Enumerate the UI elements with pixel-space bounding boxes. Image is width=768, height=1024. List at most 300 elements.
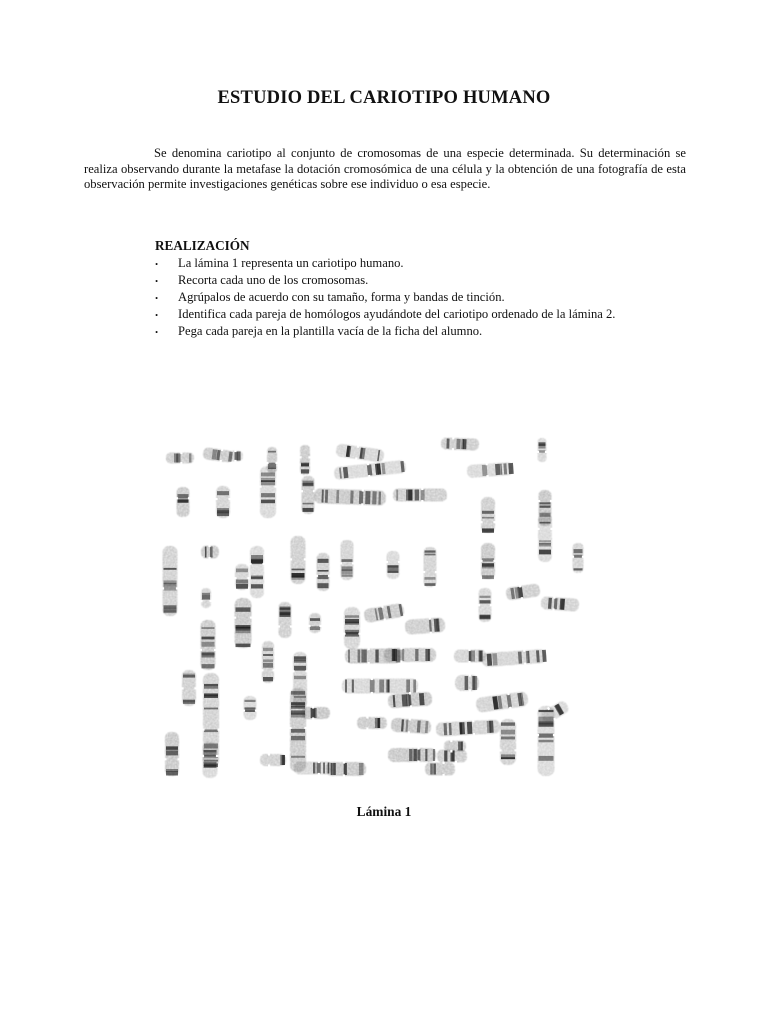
chromosome bbox=[384, 647, 436, 663]
chromosome-band bbox=[325, 490, 328, 503]
chromosome-band bbox=[482, 558, 494, 561]
chromosome-band bbox=[446, 439, 449, 449]
centromere bbox=[275, 462, 278, 464]
chromosome-band bbox=[444, 723, 448, 735]
chromosome-band bbox=[280, 612, 291, 617]
step-item bbox=[155, 323, 715, 340]
intro-paragraph: Se denomina cariotipo al conjunto de cromosomas de una especie determinada. Su determinación se realiza observando durante la metafase la dotación cromosómica de una célula y la obtención de una fotografía de esta observación permite investigaciones genéticas sobre ese individuo o esa especie. bbox=[84, 146, 686, 191]
centromere bbox=[299, 456, 302, 458]
chromosome-band bbox=[202, 637, 215, 640]
chromosome bbox=[200, 620, 217, 670]
chromosome-band bbox=[176, 454, 180, 463]
centromere bbox=[550, 500, 553, 502]
chromosome-band bbox=[540, 502, 551, 504]
centromere bbox=[308, 456, 311, 458]
chromosome bbox=[176, 487, 191, 517]
centromere bbox=[268, 764, 270, 767]
centromere bbox=[234, 617, 237, 619]
centromere bbox=[368, 662, 370, 665]
centromere bbox=[272, 669, 275, 671]
chromosome-band bbox=[301, 463, 309, 466]
chromosome bbox=[482, 648, 547, 668]
chromosome-band bbox=[204, 708, 218, 710]
chromosome-band bbox=[204, 684, 218, 686]
centromere bbox=[493, 521, 496, 523]
step-item bbox=[155, 306, 715, 323]
centromere bbox=[177, 758, 180, 760]
chromosome bbox=[436, 718, 501, 737]
chromosome-band bbox=[291, 729, 305, 733]
chromosome-band bbox=[311, 708, 316, 718]
centromere bbox=[490, 604, 493, 606]
chromosome-band bbox=[292, 575, 305, 578]
bullet-glyph: . bbox=[155, 305, 159, 319]
chromosome-band bbox=[261, 493, 275, 497]
centromere bbox=[486, 475, 488, 478]
chromosome bbox=[423, 547, 438, 587]
chromosome-band bbox=[166, 746, 178, 750]
centromere bbox=[480, 521, 483, 523]
chromosome-band bbox=[358, 650, 361, 663]
step-item bbox=[155, 272, 715, 289]
centromere bbox=[400, 660, 402, 663]
chromosome-band bbox=[204, 750, 217, 752]
chromosome-band bbox=[480, 600, 491, 603]
chromosome-band bbox=[204, 753, 217, 757]
chromosome bbox=[290, 536, 307, 584]
chromosome bbox=[200, 588, 212, 608]
chromosome bbox=[480, 543, 496, 579]
chromosome-band bbox=[342, 559, 353, 562]
chromosome-band bbox=[539, 740, 554, 743]
chromosome-band bbox=[539, 540, 551, 542]
chromosome bbox=[478, 588, 493, 622]
centromere bbox=[208, 557, 210, 560]
chromosome-band bbox=[318, 559, 329, 563]
chromosome bbox=[572, 543, 585, 573]
section-heading-realizacion: REALIZACIÓN bbox=[155, 238, 250, 253]
centromere bbox=[343, 774, 345, 777]
chromosome bbox=[454, 649, 486, 664]
centromere bbox=[381, 605, 384, 608]
chromosome-band bbox=[263, 659, 273, 662]
chromosome bbox=[316, 553, 331, 591]
chromosome-band bbox=[236, 630, 251, 633]
centromere bbox=[202, 755, 205, 757]
centromere bbox=[308, 625, 311, 627]
chromosome-band bbox=[164, 587, 177, 591]
chromosome bbox=[475, 690, 529, 714]
chromosome-band bbox=[261, 478, 275, 480]
chromosome bbox=[326, 761, 366, 777]
chromosome bbox=[260, 753, 286, 767]
chromosome-band bbox=[236, 627, 251, 631]
chromosome-band bbox=[261, 473, 275, 477]
centromere bbox=[318, 773, 320, 776]
centromere bbox=[361, 503, 363, 506]
chromosome-band bbox=[183, 675, 195, 678]
centromere bbox=[352, 562, 355, 564]
chromosome-band bbox=[251, 584, 263, 588]
chromosome-band bbox=[178, 499, 189, 503]
chromosome-band bbox=[202, 664, 215, 668]
chromosome bbox=[259, 466, 277, 518]
centromere bbox=[524, 663, 526, 666]
chromosome-band bbox=[574, 568, 583, 570]
chromosome bbox=[499, 719, 517, 765]
chromosome-band bbox=[317, 763, 321, 774]
chromosome-band bbox=[350, 491, 353, 504]
centromere bbox=[318, 761, 320, 764]
chromosome bbox=[234, 598, 253, 648]
step-item bbox=[155, 289, 715, 306]
chromosome bbox=[162, 546, 179, 616]
centromere bbox=[268, 753, 270, 756]
chromosome-band bbox=[166, 751, 178, 756]
centromere bbox=[292, 670, 295, 672]
chromosome-band bbox=[402, 649, 405, 661]
step-item bbox=[155, 255, 715, 272]
chromosome-band bbox=[487, 654, 493, 666]
centromere bbox=[312, 706, 314, 709]
chromosome-band bbox=[202, 627, 215, 629]
centromere bbox=[234, 577, 237, 579]
chromosome-band bbox=[396, 490, 398, 501]
chromosome bbox=[333, 459, 406, 481]
centromere bbox=[421, 488, 423, 491]
chromosome-band bbox=[359, 491, 363, 504]
chromosome-band bbox=[202, 653, 215, 658]
centromere bbox=[408, 731, 410, 734]
chromosome-band bbox=[539, 543, 551, 545]
chromosome-band bbox=[406, 490, 409, 501]
chromosome-band bbox=[370, 680, 375, 693]
chromosome-band bbox=[482, 529, 494, 533]
centromere bbox=[316, 575, 319, 577]
chromosome bbox=[181, 670, 197, 706]
chromosome bbox=[261, 641, 275, 683]
chromosome bbox=[308, 613, 322, 633]
chromosome bbox=[201, 545, 219, 560]
chromosome-band bbox=[336, 490, 339, 503]
chromosome bbox=[202, 742, 219, 778]
chromosome-band bbox=[415, 649, 418, 661]
centromere bbox=[305, 670, 308, 672]
chromosome-band bbox=[415, 490, 419, 501]
chromosome-band bbox=[421, 490, 425, 501]
chromosome-band bbox=[345, 630, 359, 635]
chromosome-band bbox=[495, 464, 501, 475]
centromere bbox=[452, 437, 454, 440]
chromosome-band bbox=[388, 571, 399, 573]
chromosome-band bbox=[425, 554, 436, 556]
chromosome-band bbox=[419, 693, 425, 705]
centromere bbox=[301, 490, 304, 492]
step-text: Agrúpalos de acuerdo con su tamaño, forma y bandas de tinción. bbox=[178, 290, 505, 304]
centromere bbox=[523, 649, 525, 652]
chromosome-band bbox=[204, 730, 218, 733]
centromere bbox=[355, 457, 358, 460]
chromosome-band bbox=[245, 700, 256, 702]
chromosome-band bbox=[294, 660, 306, 663]
chromosome-band bbox=[303, 503, 314, 505]
step-text: Identifica cada pareja de homólogos ayudándote del cariotipo ordenado de la lámina 2. bbox=[178, 307, 616, 321]
chromosome-band bbox=[166, 771, 178, 775]
chromosome-band bbox=[236, 607, 251, 611]
chromosome-band bbox=[413, 680, 416, 693]
centromere bbox=[362, 489, 364, 492]
centromere bbox=[216, 755, 219, 757]
centromere bbox=[514, 749, 517, 751]
chromosome-band bbox=[204, 765, 217, 768]
chromosome-band bbox=[294, 676, 306, 679]
centromere bbox=[371, 678, 373, 681]
chromosome bbox=[404, 616, 445, 636]
chromosome-band bbox=[348, 650, 350, 663]
centromere bbox=[538, 500, 541, 502]
centromere bbox=[552, 608, 554, 611]
centromere bbox=[366, 716, 368, 719]
chromosome bbox=[215, 486, 231, 518]
centromere bbox=[215, 498, 218, 500]
chromosome-band bbox=[386, 680, 389, 693]
chromosome-band bbox=[402, 694, 408, 706]
centromere bbox=[417, 760, 419, 763]
chromosome-band bbox=[471, 651, 475, 662]
bullet-glyph: . bbox=[155, 322, 159, 336]
chromosome-band bbox=[202, 593, 210, 595]
chromosome bbox=[425, 762, 455, 777]
chromosome-band bbox=[237, 452, 241, 461]
centromere bbox=[409, 692, 411, 695]
chromosome-band bbox=[501, 730, 515, 735]
centromere bbox=[357, 445, 360, 448]
centromere bbox=[469, 689, 471, 692]
chromosome-band bbox=[342, 575, 353, 577]
centromere bbox=[480, 560, 483, 562]
centromere bbox=[209, 600, 212, 602]
chromosome bbox=[302, 706, 330, 720]
chromosome-band bbox=[294, 666, 306, 671]
chromosome-band bbox=[465, 676, 469, 690]
centromere bbox=[180, 462, 182, 465]
chromosome-band bbox=[430, 764, 432, 775]
centromere bbox=[304, 558, 307, 560]
chromosome-band bbox=[560, 599, 565, 610]
chromosome-band bbox=[413, 749, 417, 761]
chromosome-band bbox=[428, 649, 430, 661]
centromere bbox=[537, 528, 540, 530]
chromosome-band bbox=[409, 749, 413, 761]
chromosome-band bbox=[310, 618, 320, 621]
chromosome-band bbox=[539, 734, 554, 738]
chromosome-band bbox=[217, 508, 229, 512]
centromere bbox=[507, 692, 510, 695]
chromosome-band bbox=[458, 742, 463, 751]
centromere bbox=[234, 460, 236, 463]
chromosome-band bbox=[164, 568, 177, 570]
chromosome bbox=[289, 688, 307, 772]
centromere bbox=[262, 563, 265, 565]
chromosome-band bbox=[378, 718, 380, 728]
chromosome-band bbox=[539, 442, 546, 446]
centromere bbox=[343, 633, 346, 635]
chromosome-band bbox=[310, 626, 320, 630]
centromere bbox=[164, 758, 167, 760]
chromosome-band bbox=[313, 763, 315, 774]
centromere bbox=[249, 563, 252, 565]
chromosome-band bbox=[444, 751, 447, 762]
centromere bbox=[274, 486, 277, 488]
centromere bbox=[214, 649, 217, 651]
centromere bbox=[468, 649, 470, 652]
chromosome bbox=[541, 595, 580, 613]
centromere bbox=[430, 631, 432, 634]
chromosome-band bbox=[539, 723, 554, 727]
chromosome-band bbox=[164, 610, 177, 613]
chromosome bbox=[505, 582, 541, 602]
centromere bbox=[499, 749, 502, 751]
chromosome-band bbox=[263, 677, 273, 681]
chromosome-band bbox=[473, 676, 477, 690]
chromosome-band bbox=[574, 549, 583, 553]
chromosome-band bbox=[280, 607, 291, 610]
centromere bbox=[176, 587, 179, 589]
chromosome-band bbox=[280, 755, 285, 765]
centromere bbox=[521, 597, 524, 600]
centromere bbox=[194, 687, 197, 689]
centromere bbox=[290, 558, 293, 560]
chromosome-band bbox=[323, 763, 325, 774]
centromere bbox=[478, 604, 481, 606]
centromere bbox=[343, 761, 345, 764]
chromosome-band bbox=[294, 656, 306, 660]
chromosome bbox=[537, 438, 548, 462]
centromere bbox=[259, 486, 262, 488]
chromosome bbox=[441, 436, 479, 451]
chromosome-band bbox=[261, 500, 275, 504]
chromosome bbox=[166, 452, 194, 465]
centromere bbox=[368, 648, 370, 651]
chromosome-band bbox=[236, 644, 251, 648]
bullet-glyph: . bbox=[155, 288, 159, 302]
chromosome bbox=[342, 678, 418, 695]
chromosome-band bbox=[480, 615, 491, 620]
chromosome-band bbox=[482, 517, 494, 519]
chromosome bbox=[363, 602, 405, 625]
chromosome-band bbox=[245, 707, 256, 709]
centromere bbox=[417, 747, 419, 750]
chromosome-band bbox=[342, 566, 353, 571]
chromosome-band bbox=[261, 480, 275, 482]
centromere bbox=[443, 762, 445, 765]
chromosome-band bbox=[359, 763, 364, 775]
chromosome bbox=[301, 476, 316, 514]
centromere bbox=[421, 500, 423, 503]
step-text: La lámina 1 representa un cariotipo humano. bbox=[178, 256, 404, 270]
chromosome bbox=[444, 740, 466, 753]
centromere bbox=[443, 774, 445, 777]
chromosome-band bbox=[469, 651, 472, 662]
centromere bbox=[219, 460, 222, 463]
centromere bbox=[234, 450, 236, 453]
centromere bbox=[176, 497, 179, 499]
chromosome-band bbox=[379, 680, 384, 693]
centromere bbox=[371, 692, 373, 695]
centromere bbox=[509, 707, 512, 710]
centromere bbox=[545, 451, 548, 453]
chromosome-band bbox=[375, 650, 378, 663]
centromere bbox=[358, 633, 361, 635]
chromosome-band bbox=[291, 736, 305, 740]
centromere bbox=[485, 463, 487, 466]
centromere bbox=[553, 734, 556, 736]
chromosome-band bbox=[189, 454, 192, 463]
chromosome-band bbox=[425, 749, 427, 761]
chromosome-band bbox=[489, 721, 494, 733]
centromere bbox=[468, 661, 470, 664]
chromosome-band bbox=[467, 722, 473, 734]
chromosome-band bbox=[202, 642, 215, 647]
chromosome-band bbox=[205, 547, 207, 558]
centromere bbox=[289, 727, 292, 729]
chromosome-band bbox=[482, 575, 494, 579]
chromosome-band bbox=[333, 763, 336, 775]
chromosome-band bbox=[501, 754, 515, 759]
centromere bbox=[493, 560, 496, 562]
chromosome bbox=[249, 546, 265, 598]
chromosome-band bbox=[291, 691, 305, 695]
chromosome bbox=[243, 696, 258, 720]
centromere bbox=[473, 733, 475, 736]
chromosome-band bbox=[268, 451, 276, 453]
chromosome-band bbox=[492, 653, 497, 665]
chromosome-band bbox=[331, 763, 333, 775]
chromosome-band bbox=[303, 481, 314, 486]
chromosome-band bbox=[251, 555, 263, 559]
chromosome-band bbox=[164, 605, 177, 607]
centromere bbox=[550, 528, 553, 530]
figure-caption: Lámina 1 bbox=[356, 804, 412, 819]
chromosome-band bbox=[539, 450, 546, 453]
centromere bbox=[250, 617, 253, 619]
chromosome-band bbox=[456, 439, 460, 449]
chromosome bbox=[386, 551, 401, 579]
centromere bbox=[450, 750, 452, 753]
chromosome-band bbox=[210, 547, 213, 558]
centromere bbox=[290, 625, 293, 627]
centromere bbox=[304, 727, 307, 729]
step-text: Recorta cada uno de los cromosomas. bbox=[178, 273, 369, 287]
centromere bbox=[162, 587, 165, 589]
centromere bbox=[386, 561, 389, 563]
centromere bbox=[243, 710, 246, 712]
chromosome-band bbox=[352, 680, 354, 693]
centromere bbox=[368, 475, 370, 478]
chromosome-band bbox=[539, 756, 554, 761]
centromere bbox=[409, 718, 411, 721]
chromosome-band bbox=[393, 649, 397, 661]
chromosome-band bbox=[183, 700, 195, 702]
chromosome bbox=[480, 497, 496, 533]
chromosome bbox=[314, 487, 387, 507]
chromosome bbox=[393, 488, 447, 503]
chromosome-band bbox=[365, 491, 370, 504]
chromosome bbox=[335, 442, 385, 464]
centromere bbox=[537, 451, 540, 453]
chromosome-band bbox=[425, 577, 436, 580]
chromosome-band bbox=[574, 555, 583, 558]
